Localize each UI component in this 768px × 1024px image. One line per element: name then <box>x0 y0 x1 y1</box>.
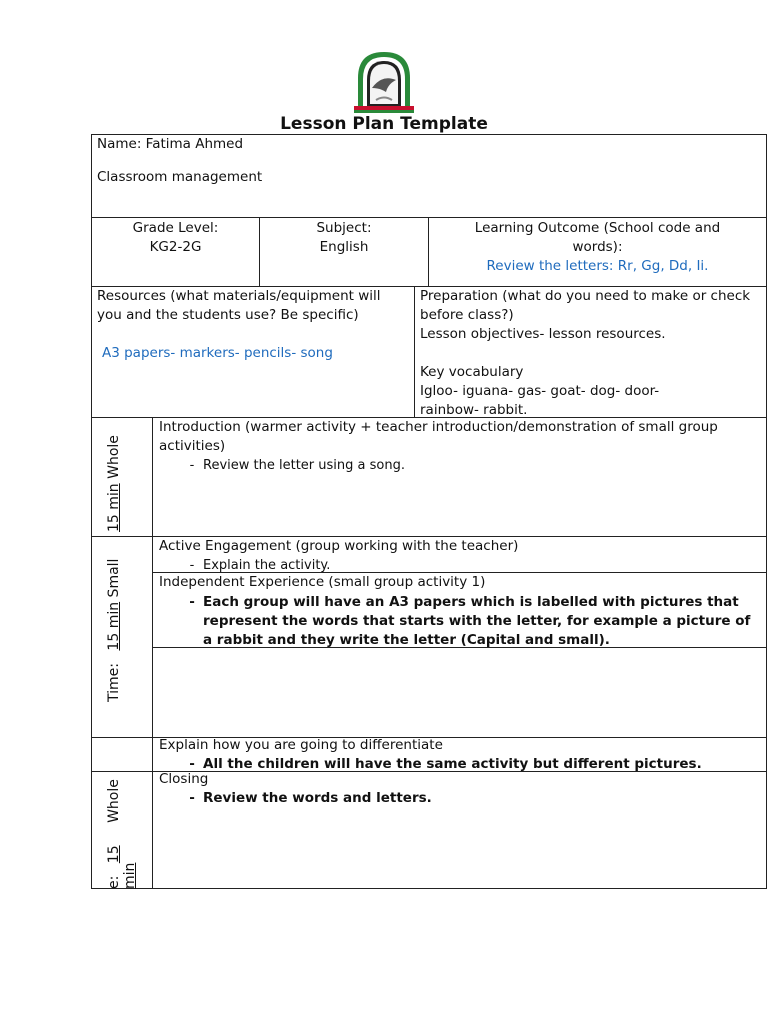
time-whole-1 <box>106 435 122 532</box>
independent-experience-bullet <box>181 593 761 650</box>
independent-experience-bullet-text: Each group will have an A3 papers which is labelled with pictures that represent the words that starts with the letter, for example a picture of a rabbit and they write the letter (Capital and small). <box>203 594 751 648</box>
lesson-topic: Classroom management <box>97 169 263 185</box>
vocabulary-label: Key vocabulary <box>420 364 524 380</box>
closing-cell <box>152 771 767 889</box>
time-whole-2-min-label: min <box>122 862 138 889</box>
preparation-cell <box>414 286 767 418</box>
lesson-objectives: Lesson objectives- lesson resources. <box>420 326 666 342</box>
introduction-bullet-text: Review the letter using a song. <box>203 458 405 473</box>
time-whole-2-prefix: e: <box>106 875 122 889</box>
resources-cell <box>91 286 415 418</box>
time-small-minutes: 15 min <box>106 601 122 651</box>
time-whole-2 <box>106 779 122 889</box>
resources-value: A3 papers- markers- pencils- song <box>102 345 333 361</box>
side-whole-1 <box>91 417 153 537</box>
subject-value: English <box>319 239 369 255</box>
active-engagement-cell <box>152 536 767 573</box>
time-small <box>106 559 122 702</box>
outcome-label: Learning Outcome (School code and words): <box>474 220 721 255</box>
active-engagement-label: Active Engagement (group working with the teacher) <box>159 538 519 554</box>
introduction-bullet <box>181 456 405 475</box>
time-small-prefix: Time: <box>106 663 122 702</box>
resources-label: Resources (what materials/equipment will you and the students use? Be specific) <box>97 288 381 323</box>
differentiate-bullet-text: All the children will have the same activity but different pictures. <box>203 756 702 772</box>
mode-whole-1: Whole <box>106 435 122 479</box>
preparation-label: Preparation (what do you need to make or check before class?) <box>420 288 751 323</box>
closing-bullet <box>181 789 432 808</box>
differentiate-cell <box>152 737 767 772</box>
introduction-label: Introduction (warmer activity + teacher introduction/demonstration of small group activities) <box>159 419 718 454</box>
side-small <box>91 536 153 738</box>
bullet-dash: - <box>189 458 195 473</box>
side-diff <box>91 737 153 772</box>
time-whole-2-minutes: 15 <box>106 845 122 864</box>
outcome-value: Review the letters: Rr, Gg, Dd, Ii. <box>486 258 709 274</box>
teacher-name: Name: Fatima Ahmed <box>97 136 244 152</box>
bullet-dash: - <box>189 756 195 772</box>
grade-cell <box>91 217 260 287</box>
mode-whole-2: Whole <box>106 779 122 823</box>
independent-experience-label: Independent Experience (small group activity 1) <box>159 574 486 590</box>
document-title: Lesson Plan Template <box>280 114 488 134</box>
name-cell <box>91 134 767 218</box>
subject-label: Subject: <box>316 220 372 236</box>
introduction-cell <box>152 417 767 537</box>
grade-value: KG2-2G <box>149 239 202 255</box>
closing-label: Closing <box>159 771 209 787</box>
grade-label: Grade Level: <box>132 220 219 236</box>
active-engagement-bullet-text: Explain the activity. <box>203 558 331 573</box>
bullet-dash: - <box>189 594 195 610</box>
vocabulary-list: Igloo- iguana- gas- goat- dog- door- rainbow- rabbit. <box>420 383 660 418</box>
subject-cell <box>259 217 429 287</box>
school-logo <box>352 48 416 114</box>
closing-bullet-text: Review the words and letters. <box>203 790 432 806</box>
bullet-dash: - <box>189 558 195 573</box>
bullet-dash: - <box>189 790 195 806</box>
empty-cell <box>152 647 767 738</box>
differentiate-label: Explain how you are going to differentiate <box>159 737 443 753</box>
mode-small: Small <box>106 558 122 598</box>
time-whole-1-minutes: 15 min <box>106 483 122 532</box>
outcome-cell <box>428 217 767 287</box>
independent-experience-cell <box>152 572 767 648</box>
